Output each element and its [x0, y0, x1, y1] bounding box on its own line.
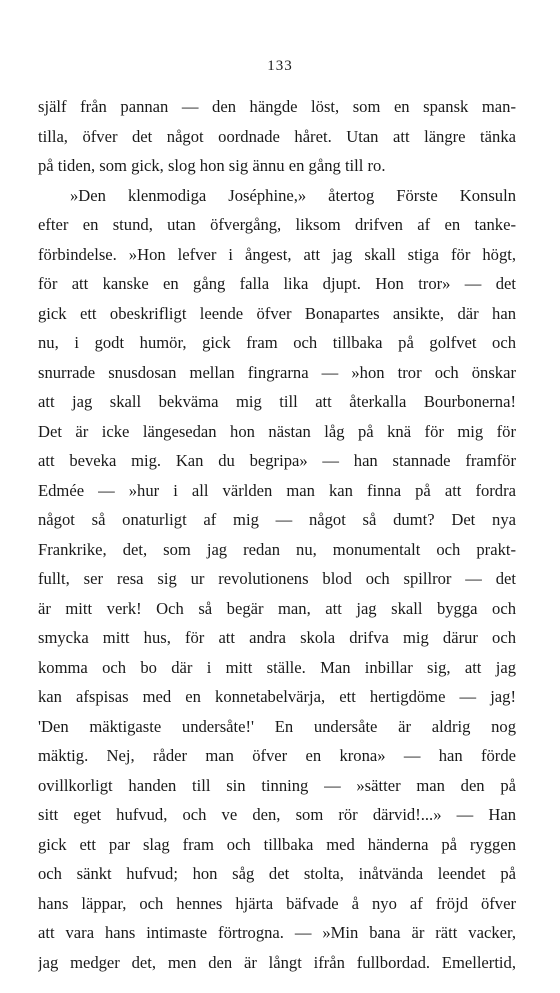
- text-line: något så onaturligt af mig — något så dumt? Det nya: [38, 510, 516, 529]
- text-line: att beveka mig. Kan du begripa» — han stannade framför: [38, 451, 516, 470]
- text-line: själf från pannan — den hängde löst, som en spansk man-: [38, 97, 516, 116]
- text-line: Frankrike, det, som jag redan nu, monumentalt och prakt-: [38, 539, 516, 559]
- text-line: är mitt verk! Och så begär man, att jag skall bygga och: [38, 598, 516, 618]
- body-text: [38, 92, 516, 977]
- text-line: gick ett obeskrifligt leende öfver Bonapartes ansikte, där han: [38, 303, 516, 323]
- text-line: hans läppar, och hennes hjärta bäfvade å nyo af fröjd öfver: [38, 893, 516, 913]
- text-line: gick ett par slag fram och tillbaka med händerna på ryggen: [38, 834, 516, 854]
- text-line: ovillkorligt handen till sin tinning — »sätter man den på: [38, 775, 516, 795]
- text-line: Det är icke längesedan hon nästan låg på knä för mig för: [38, 421, 516, 441]
- text-line: mäktig. Nej, råder man öfver en krona» — han förde: [38, 746, 516, 765]
- text-line: kan afspisas med en konnetabelvärja, ett hertigdöme — jag!: [38, 687, 516, 706]
- page-number: 133: [267, 58, 293, 74]
- text-line: att jag skall bekväma mig till att återkalla Bourbonerna!: [38, 392, 516, 411]
- text-line: efter en stund, utan öfvergång, liksom drifven af en tanke-: [38, 215, 516, 234]
- text-line: fullt, ser resa sig ur revolutionens blod och spillror — det: [38, 569, 516, 588]
- text-line: snurrade snusdosan mellan fingrarna — »hon tror och önskar: [38, 362, 516, 382]
- text-line: på tiden, som gick, slog hon sig ännu en gång till ro.: [38, 156, 386, 175]
- text-line: att vara hans intimaste förtrogna. — »Min bana är rätt vacker,: [38, 923, 516, 942]
- text-line: komma och bo där i mitt ställe. Man inbillar sig, att jag: [38, 657, 516, 677]
- text-line: »Den klenmodiga Joséphine,» återtog Förste Konsuln: [70, 185, 516, 205]
- text-line: 'Den mäktigaste undersåte!' En undersåte är aldrig nog: [38, 716, 516, 736]
- text-line: och sänkt hufvud; hon såg det stolta, inåtvända leendet på: [38, 864, 516, 883]
- text-line: förbindelse. »Hon lefver i ångest, att jag skall stiga för högt,: [38, 244, 516, 264]
- text-line: Edmée — »hur i all världen man kan finna på att fordra: [38, 480, 516, 500]
- text-line: smycka mitt hus, för att andra skola drifva mig därur och: [38, 628, 516, 647]
- text-line: för att kanske en gång falla lika djupt. Hon tror» — det: [38, 274, 516, 293]
- text-line: jag medger det, men den är långt ifrån fullbordad. Emellertid,: [38, 952, 516, 972]
- text-line: tilla, öfver det något oordnade håret. Utan att längre tänka: [38, 126, 516, 146]
- text-line: nu, i godt humör, gick fram och tillbaka på golfvet och: [38, 333, 516, 352]
- text-line: sitt eget hufvud, och ve den, som rör därvid!...» — Han: [38, 805, 516, 824]
